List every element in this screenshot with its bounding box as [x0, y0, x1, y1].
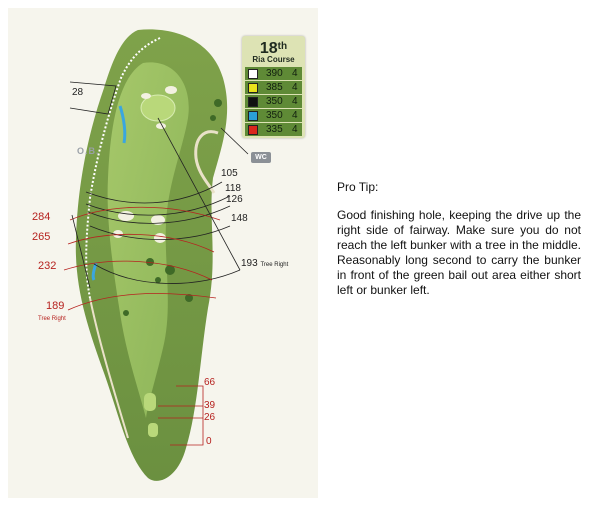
bunker-carry-label: 28	[72, 87, 84, 98]
tree	[214, 99, 222, 107]
tee-color-swatch	[248, 111, 258, 121]
pro-tip-title: Pro Tip:	[337, 180, 379, 194]
hole-number: 18th	[259, 40, 288, 57]
wc-badge: WC	[251, 152, 271, 163]
distance-label: 118	[225, 183, 241, 194]
tee-par: 4	[292, 82, 298, 93]
tee-row-red	[245, 123, 302, 136]
tee-distance-label: 284	[32, 211, 51, 223]
tee-par: 4	[292, 110, 298, 121]
green-distance-label: 0	[206, 436, 212, 447]
tee-yards: 385	[266, 82, 283, 93]
green-distance-label: 26	[204, 412, 216, 423]
tee-yards: 350	[266, 110, 283, 121]
tee-distance-label: 265	[32, 231, 51, 243]
tee-par: 4	[292, 96, 298, 107]
bunker	[165, 86, 177, 94]
bunker	[154, 233, 166, 243]
tee-row-black	[245, 95, 302, 108]
course-name: Ria Course	[252, 55, 295, 64]
distance-label: 148	[231, 213, 248, 224]
green-distance-label: 39	[204, 400, 216, 411]
tee-color-swatch	[248, 83, 258, 93]
tee-box	[144, 393, 156, 411]
tee-par: 4	[292, 124, 298, 135]
green-distance-label: 66	[204, 377, 216, 388]
distance-label: 126	[226, 194, 243, 205]
tree-right-distance: 193 Tree Right	[241, 258, 289, 269]
pro-tip-text: Good finishing hole, keeping the drive up the right side of fairway. Make sure you do not reach the left bunker with a tree in the middle. Reasonably long second to carry the bunker in front of the green bail out area either short left or bunker left.	[337, 208, 581, 297]
tree	[155, 277, 161, 283]
tee-yards: 350	[266, 96, 283, 107]
tree	[123, 310, 129, 316]
tee-distance-label: 232	[38, 260, 57, 272]
tee-color-swatch	[248, 97, 258, 107]
tree-right-note: Tree Right	[38, 316, 66, 322]
tee-par: 4	[292, 68, 298, 79]
bunker	[118, 211, 134, 221]
pro-tip	[337, 180, 581, 298]
tee-yards: 390	[266, 68, 283, 79]
tree	[210, 115, 216, 121]
bunker	[141, 93, 151, 99]
tee-box	[148, 423, 158, 437]
hole-map	[8, 8, 318, 498]
tee-color-swatch	[248, 69, 258, 79]
tee-distance-label: 189	[46, 300, 65, 312]
tee-row-blue	[245, 109, 302, 122]
tee-row-white	[245, 67, 302, 80]
tee-color-swatch	[248, 125, 258, 135]
tee-row-yellow	[245, 81, 302, 94]
scorecard	[242, 36, 305, 138]
tee-yards: 335	[266, 124, 283, 135]
distance-label: 105	[221, 168, 238, 179]
ob-label: O.B.	[77, 146, 100, 156]
